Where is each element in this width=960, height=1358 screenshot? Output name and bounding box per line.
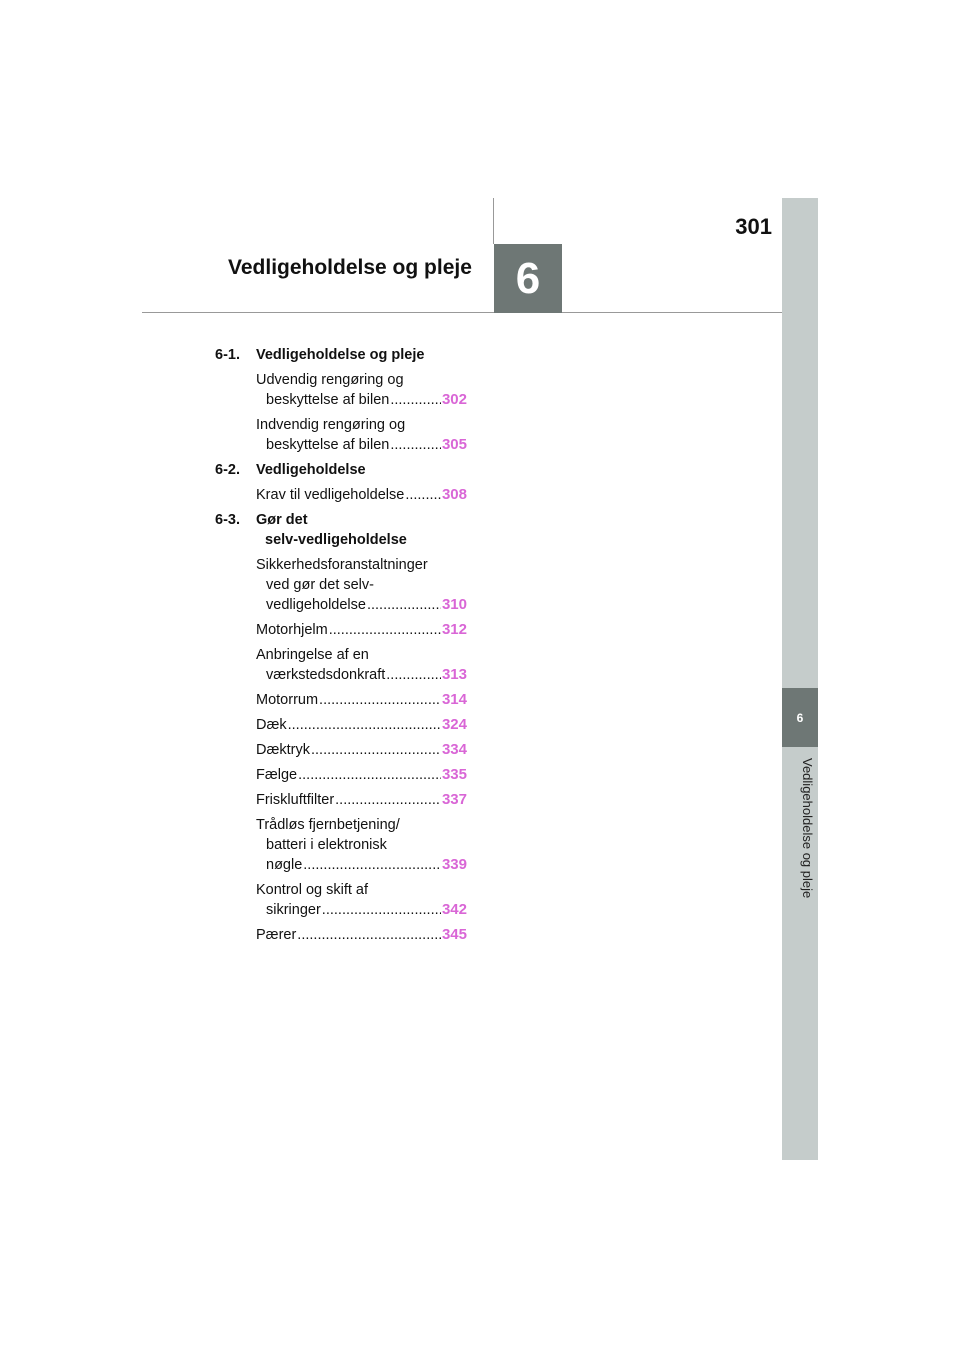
table-of-contents (215, 345, 467, 950)
toc-entry[interactable] (256, 555, 467, 615)
toc-entry[interactable] (256, 645, 467, 685)
page-link[interactable]: 334 (441, 741, 467, 758)
dot-leader (298, 765, 441, 785)
side-tab-label: Vedligeholdelse og pleje (800, 758, 815, 899)
page-link[interactable]: 345 (441, 926, 467, 943)
side-tab-chapter[interactable]: 6 (782, 688, 818, 747)
page-number: 301 (735, 214, 772, 239)
header-vertical-rule (493, 198, 494, 244)
toc-entry[interactable] (256, 690, 467, 710)
page-link[interactable]: 302 (441, 391, 467, 408)
entry-title: Udvendig rengøring og (256, 372, 404, 388)
page-link[interactable]: 305 (441, 436, 467, 453)
page-link[interactable]: 310 (441, 596, 467, 613)
entry-title: Dæktryk (256, 742, 310, 758)
page-link[interactable]: 339 (441, 856, 467, 873)
entry-title: sikringer (266, 902, 321, 918)
section-heading (215, 510, 467, 550)
dot-leader (297, 925, 441, 945)
section-number: 6-2. (215, 462, 240, 478)
dot-leader (335, 790, 441, 810)
toc-entry[interactable] (256, 620, 467, 640)
page-link[interactable]: 308 (441, 486, 467, 503)
entry-title: beskyttelse af bilen (266, 437, 390, 453)
entry-title: Friskluftfilter (256, 792, 335, 808)
header-horizontal-rule (142, 312, 782, 313)
section-title: Vedligeholdelse og pleje (256, 347, 425, 363)
entry-title: Fælge (256, 767, 298, 783)
entry-title: vedligeholdelse (266, 597, 366, 613)
entry-title: Kontrol og skift af (256, 882, 369, 898)
entry-title: Krav til vedligeholdelse (256, 487, 405, 503)
toc-entry[interactable] (256, 740, 467, 760)
section-title: selv-vedligeholdelse (265, 532, 407, 548)
entry-title: Motorhjelm (256, 622, 328, 638)
section-number: 6-1. (215, 347, 240, 363)
chapter-number-box: 6 (494, 244, 562, 313)
dot-leader (367, 595, 441, 615)
dot-leader (322, 900, 441, 920)
chapter-title: Vedligeholdelse og pleje (228, 256, 472, 279)
toc-entry[interactable] (256, 485, 467, 505)
page-link[interactable]: 342 (441, 901, 467, 918)
section-heading (215, 460, 467, 480)
entry-title: Trådløs fjernbetjening/ (256, 817, 400, 833)
section-heading (215, 345, 467, 365)
page-link[interactable]: 314 (441, 691, 467, 708)
page-link[interactable]: 337 (441, 791, 467, 808)
entry-title: Motorrum (256, 692, 319, 708)
toc-entry[interactable] (256, 370, 467, 410)
entry-title: Sikkerhedsforanstaltninger (256, 557, 428, 573)
entry-title: Dæk (256, 717, 287, 733)
toc-entry[interactable] (256, 815, 467, 875)
dot-leader (405, 485, 441, 505)
dot-leader (386, 665, 441, 685)
dot-leader (329, 620, 441, 640)
entry-title: batteri i elektronisk (266, 837, 387, 853)
dot-leader (390, 435, 441, 455)
section-title: Gør det (256, 512, 308, 528)
page-link[interactable]: 312 (441, 621, 467, 638)
page-link[interactable]: 313 (441, 666, 467, 683)
toc-entry[interactable] (256, 790, 467, 810)
entry-title: Indvendig rengøring og (256, 417, 406, 433)
entry-title: Anbringelse af en (256, 647, 369, 663)
dot-leader (319, 690, 441, 710)
entry-title: værkstedsdonkraft (266, 667, 386, 683)
entry-title: nøgle (266, 857, 303, 873)
entry-title: ved gør det selv- (266, 577, 374, 593)
toc-entry[interactable] (256, 715, 467, 735)
dot-leader (288, 715, 441, 735)
toc-entry[interactable] (256, 925, 467, 945)
page-link[interactable]: 324 (441, 716, 467, 733)
dot-leader (311, 740, 441, 760)
side-strip (782, 198, 818, 1160)
toc-entry[interactable] (256, 880, 467, 920)
section-number: 6-3. (215, 512, 240, 528)
page-link[interactable]: 335 (441, 766, 467, 783)
toc-entry[interactable] (256, 415, 467, 455)
entry-title: Pærer (256, 927, 297, 943)
dot-leader (390, 390, 441, 410)
dot-leader (303, 855, 441, 875)
toc-entry[interactable] (256, 765, 467, 785)
section-title: Vedligeholdelse (256, 462, 366, 478)
entry-title: beskyttelse af bilen (266, 392, 390, 408)
